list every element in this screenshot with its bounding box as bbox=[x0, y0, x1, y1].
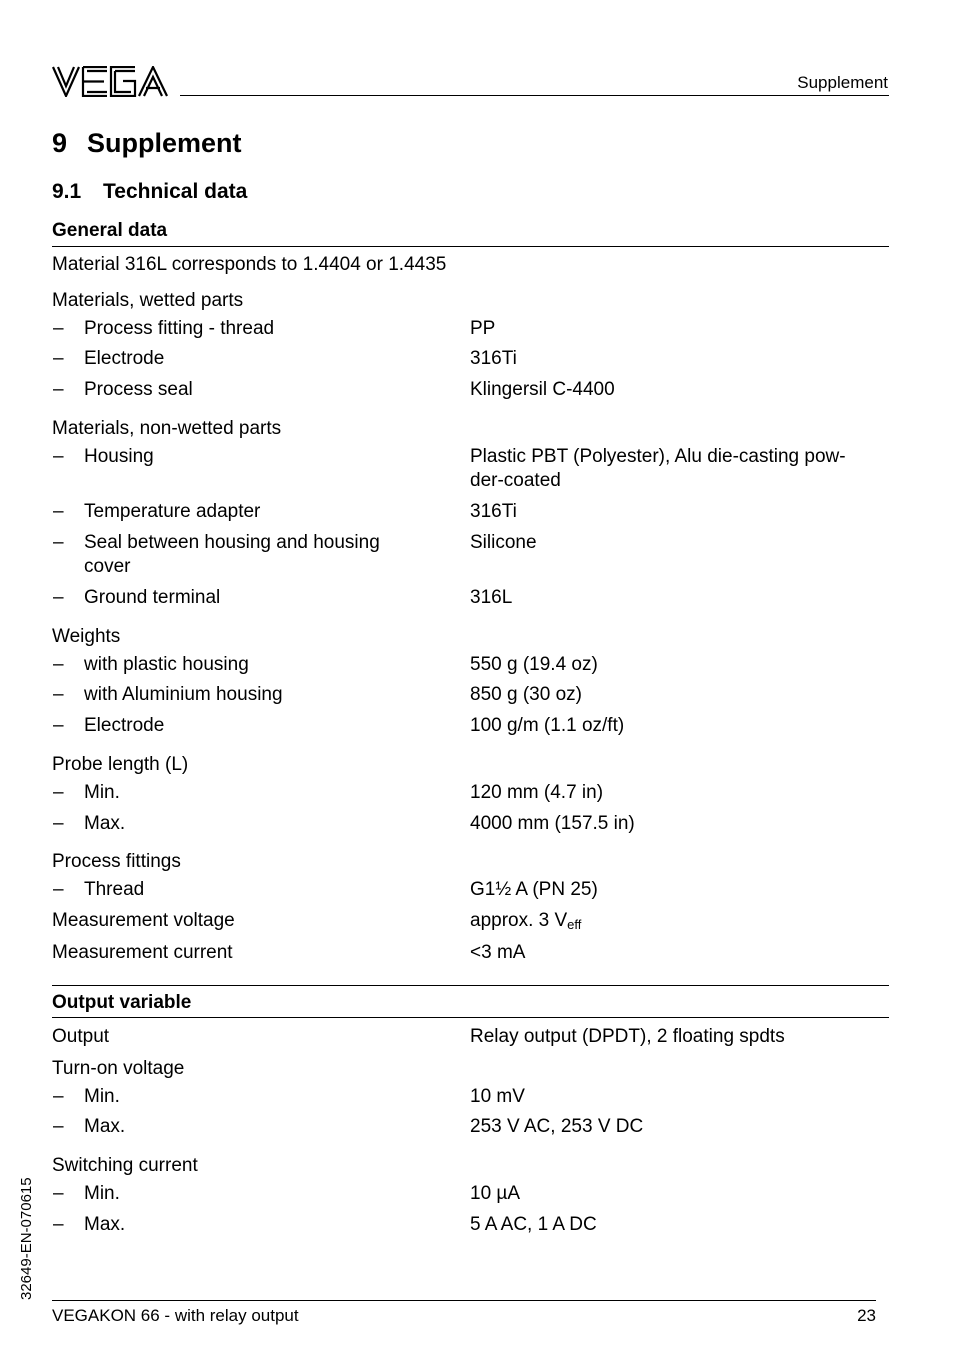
row-label: Temperature adapter bbox=[84, 501, 261, 522]
row-value: 120 mm (4.7 in) bbox=[470, 782, 604, 803]
bullet-dash: – bbox=[53, 813, 64, 834]
output-label: Output bbox=[52, 1026, 110, 1047]
row-label: Seal between housing and housing bbox=[84, 532, 380, 553]
row-label: Process seal bbox=[84, 379, 193, 400]
output-variable-top-rule bbox=[52, 985, 889, 986]
row-value: 550 g (19.4 oz) bbox=[470, 654, 598, 675]
document-code: 32649-EN-070615 bbox=[18, 1177, 35, 1300]
row-label: Electrode bbox=[84, 348, 165, 369]
voltage-subscript: eff bbox=[567, 917, 582, 932]
bullet-dash: – bbox=[53, 684, 64, 705]
row-value: 10 µA bbox=[470, 1183, 521, 1204]
bullet-dash: – bbox=[53, 879, 64, 900]
switching-current-label: Switching current bbox=[52, 1155, 198, 1176]
section-title: Technical data bbox=[103, 180, 248, 203]
row-value: 316Ti bbox=[470, 348, 517, 369]
footer-page-number: 23 bbox=[857, 1306, 876, 1325]
row-value: Plastic PBT (Polyester), Alu die-casting pow- bbox=[470, 446, 846, 467]
header-section-label: Supplement bbox=[797, 73, 888, 92]
row-value: 5 A AC, 1 A DC bbox=[470, 1214, 597, 1235]
row-label: Ground terminal bbox=[84, 587, 221, 608]
measurement-voltage-value bbox=[470, 909, 581, 933]
row-label: Max. bbox=[84, 813, 126, 834]
bullet-dash: – bbox=[53, 318, 64, 339]
footer-product-name: VEGAKON 66 - with relay output bbox=[52, 1306, 299, 1325]
chapter-number: 9 bbox=[52, 128, 68, 158]
bullet-dash: – bbox=[53, 348, 64, 369]
measurement-voltage-label: Measurement voltage bbox=[52, 910, 235, 931]
output-value: Relay output (DPDT), 2 floating spdts bbox=[470, 1026, 785, 1047]
row-label: Process fitting - thread bbox=[84, 318, 275, 339]
row-value: 316L bbox=[470, 587, 513, 608]
measurement-current-label: Measurement current bbox=[52, 942, 233, 963]
chapter-title: Supplement bbox=[87, 128, 242, 158]
row-label: Housing bbox=[84, 446, 154, 467]
row-value: Klingersil C-4400 bbox=[470, 379, 615, 400]
row-label: Electrode bbox=[84, 715, 165, 736]
row-value: Silicone bbox=[470, 532, 537, 553]
voltage-text: approx. 3 V bbox=[470, 910, 568, 931]
row-label-continued: cover bbox=[84, 556, 131, 577]
row-label: Min. bbox=[84, 782, 120, 803]
weights-label: Weights bbox=[52, 626, 121, 647]
row-value: 10 mV bbox=[470, 1086, 525, 1107]
bullet-dash: – bbox=[53, 532, 64, 553]
non-wetted-parts-label: Materials, non-wetted parts bbox=[52, 418, 282, 439]
bullet-dash: – bbox=[53, 501, 64, 522]
row-value: 316Ti bbox=[470, 501, 517, 522]
row-value: 4000 mm (157.5 in) bbox=[470, 813, 635, 834]
row-label: Min. bbox=[84, 1183, 120, 1204]
bullet-dash: – bbox=[53, 1183, 64, 1204]
bullet-dash: – bbox=[53, 715, 64, 736]
row-label: with Aluminium housing bbox=[84, 684, 283, 705]
output-variable-rule bbox=[52, 1017, 889, 1018]
bullet-dash: – bbox=[53, 379, 64, 400]
section-number: 9.1 bbox=[52, 180, 82, 203]
chapter-heading bbox=[52, 128, 242, 159]
output-variable-title: Output variable bbox=[52, 992, 192, 1013]
row-label: Thread bbox=[84, 879, 145, 900]
general-data-rule bbox=[52, 246, 889, 247]
bullet-dash: – bbox=[53, 1086, 64, 1107]
bullet-dash: – bbox=[53, 1214, 64, 1235]
row-value: PP bbox=[470, 318, 496, 339]
row-label: with plastic housing bbox=[84, 654, 249, 675]
row-value: 100 g/m (1.1 oz/ft) bbox=[470, 715, 625, 736]
wetted-parts-label: Materials, wetted parts bbox=[52, 290, 244, 311]
footer-rule bbox=[52, 1300, 876, 1301]
section-heading bbox=[52, 180, 247, 204]
row-value: 850 g (30 oz) bbox=[470, 684, 582, 705]
row-label: Max. bbox=[84, 1214, 126, 1235]
measurement-current-value: <3 mA bbox=[470, 942, 526, 963]
bullet-dash: – bbox=[53, 654, 64, 675]
header-rule bbox=[180, 95, 889, 96]
bullet-dash: – bbox=[53, 446, 64, 467]
bullet-dash: – bbox=[53, 782, 64, 803]
row-label: Max. bbox=[84, 1116, 126, 1137]
probe-length-label: Probe length (L) bbox=[52, 754, 189, 775]
vega-logo bbox=[52, 66, 168, 97]
bullet-dash: – bbox=[53, 587, 64, 608]
material-note: Material 316L corresponds to 1.4404 or 1.4435 bbox=[52, 254, 447, 275]
general-data-title: General data bbox=[52, 220, 168, 241]
bullet-dash: – bbox=[53, 1116, 64, 1137]
row-label: Min. bbox=[84, 1086, 120, 1107]
process-fittings-label: Process fittings bbox=[52, 851, 181, 872]
row-value-continued: der-coated bbox=[470, 470, 561, 491]
turn-on-voltage-label: Turn-on voltage bbox=[52, 1058, 185, 1079]
row-value: 253 V AC, 253 V DC bbox=[470, 1116, 644, 1137]
row-value: G1½ A (PN 25) bbox=[470, 879, 598, 900]
